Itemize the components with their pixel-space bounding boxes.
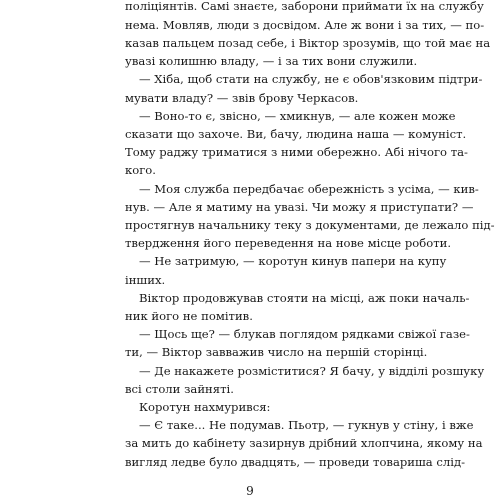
text-line: твердження його переведення на нове місце роботи. [125,236,452,250]
text-line: — Воно-то є, звісно, — хмикнув, — але кожен може [139,109,456,123]
text-line: поліціянтів. Самі знаєте, заборони приймати їх на службу [125,0,484,13]
text-line: за мить до кабінету зазирнув дрібний хлопчина, якому на [125,436,483,450]
text-line: ти, — Віктор завважив число на першій сторінці. [125,345,428,359]
text-line: казав пальцем позад себе, і Віктор зрозумів, що той має на [125,36,491,50]
page-number: 9 [246,484,254,498]
text-line: нема. Мовляв, люди з досвідом. Але ж вони і за тих, — по- [125,18,485,32]
text-line: — Не затримую, — коротун кинув папери на купу [139,254,447,268]
text-line: нув. — Але я матиму на увазі. Чи можу я приступати? — [125,200,474,214]
text-line: — Моя служба передбачає обережність з усіма, — кив- [139,182,479,196]
text-line: Коротун нахмурився: [139,400,271,414]
text-line: мувати владу? — звів брову Черкасов. [125,91,359,105]
text-line: всі столи зайняті. [125,382,234,396]
text-line: Тому раджу триматися з ними обережно. Абі нічого та- [125,145,468,159]
text-line: сказати що захоче. Ви, бачу, людина наша — комуніст. [125,127,467,141]
text-line: вигляд ледве було двадцять, — проведи товариша слід- [125,455,466,469]
text-line: — Щось ще? — блукав поглядом рядками свіжої газе- [139,327,470,341]
text-line: — Хіба, щоб стати на службу, не є обов'язковим підтри- [139,72,483,86]
text-line: ник його не помітив. [125,309,253,323]
text-line: інших. [125,273,166,287]
text-line: простягнув начальнику теку з документами, де лежало під- [125,218,495,232]
text-line: кого. [125,163,156,177]
text-line: — Є таке... Не подумав. Пьотр, — гукнув у стіну, і вже [139,418,474,432]
text-line: — Де накажете розміститися? Я бачу, у відділі розшуку [139,364,485,378]
text-line: увазі колишню владу, — і за тих вони служили. [125,54,418,68]
text-line: Віктор продовжував стояти на місці, аж поки началь- [139,291,470,305]
